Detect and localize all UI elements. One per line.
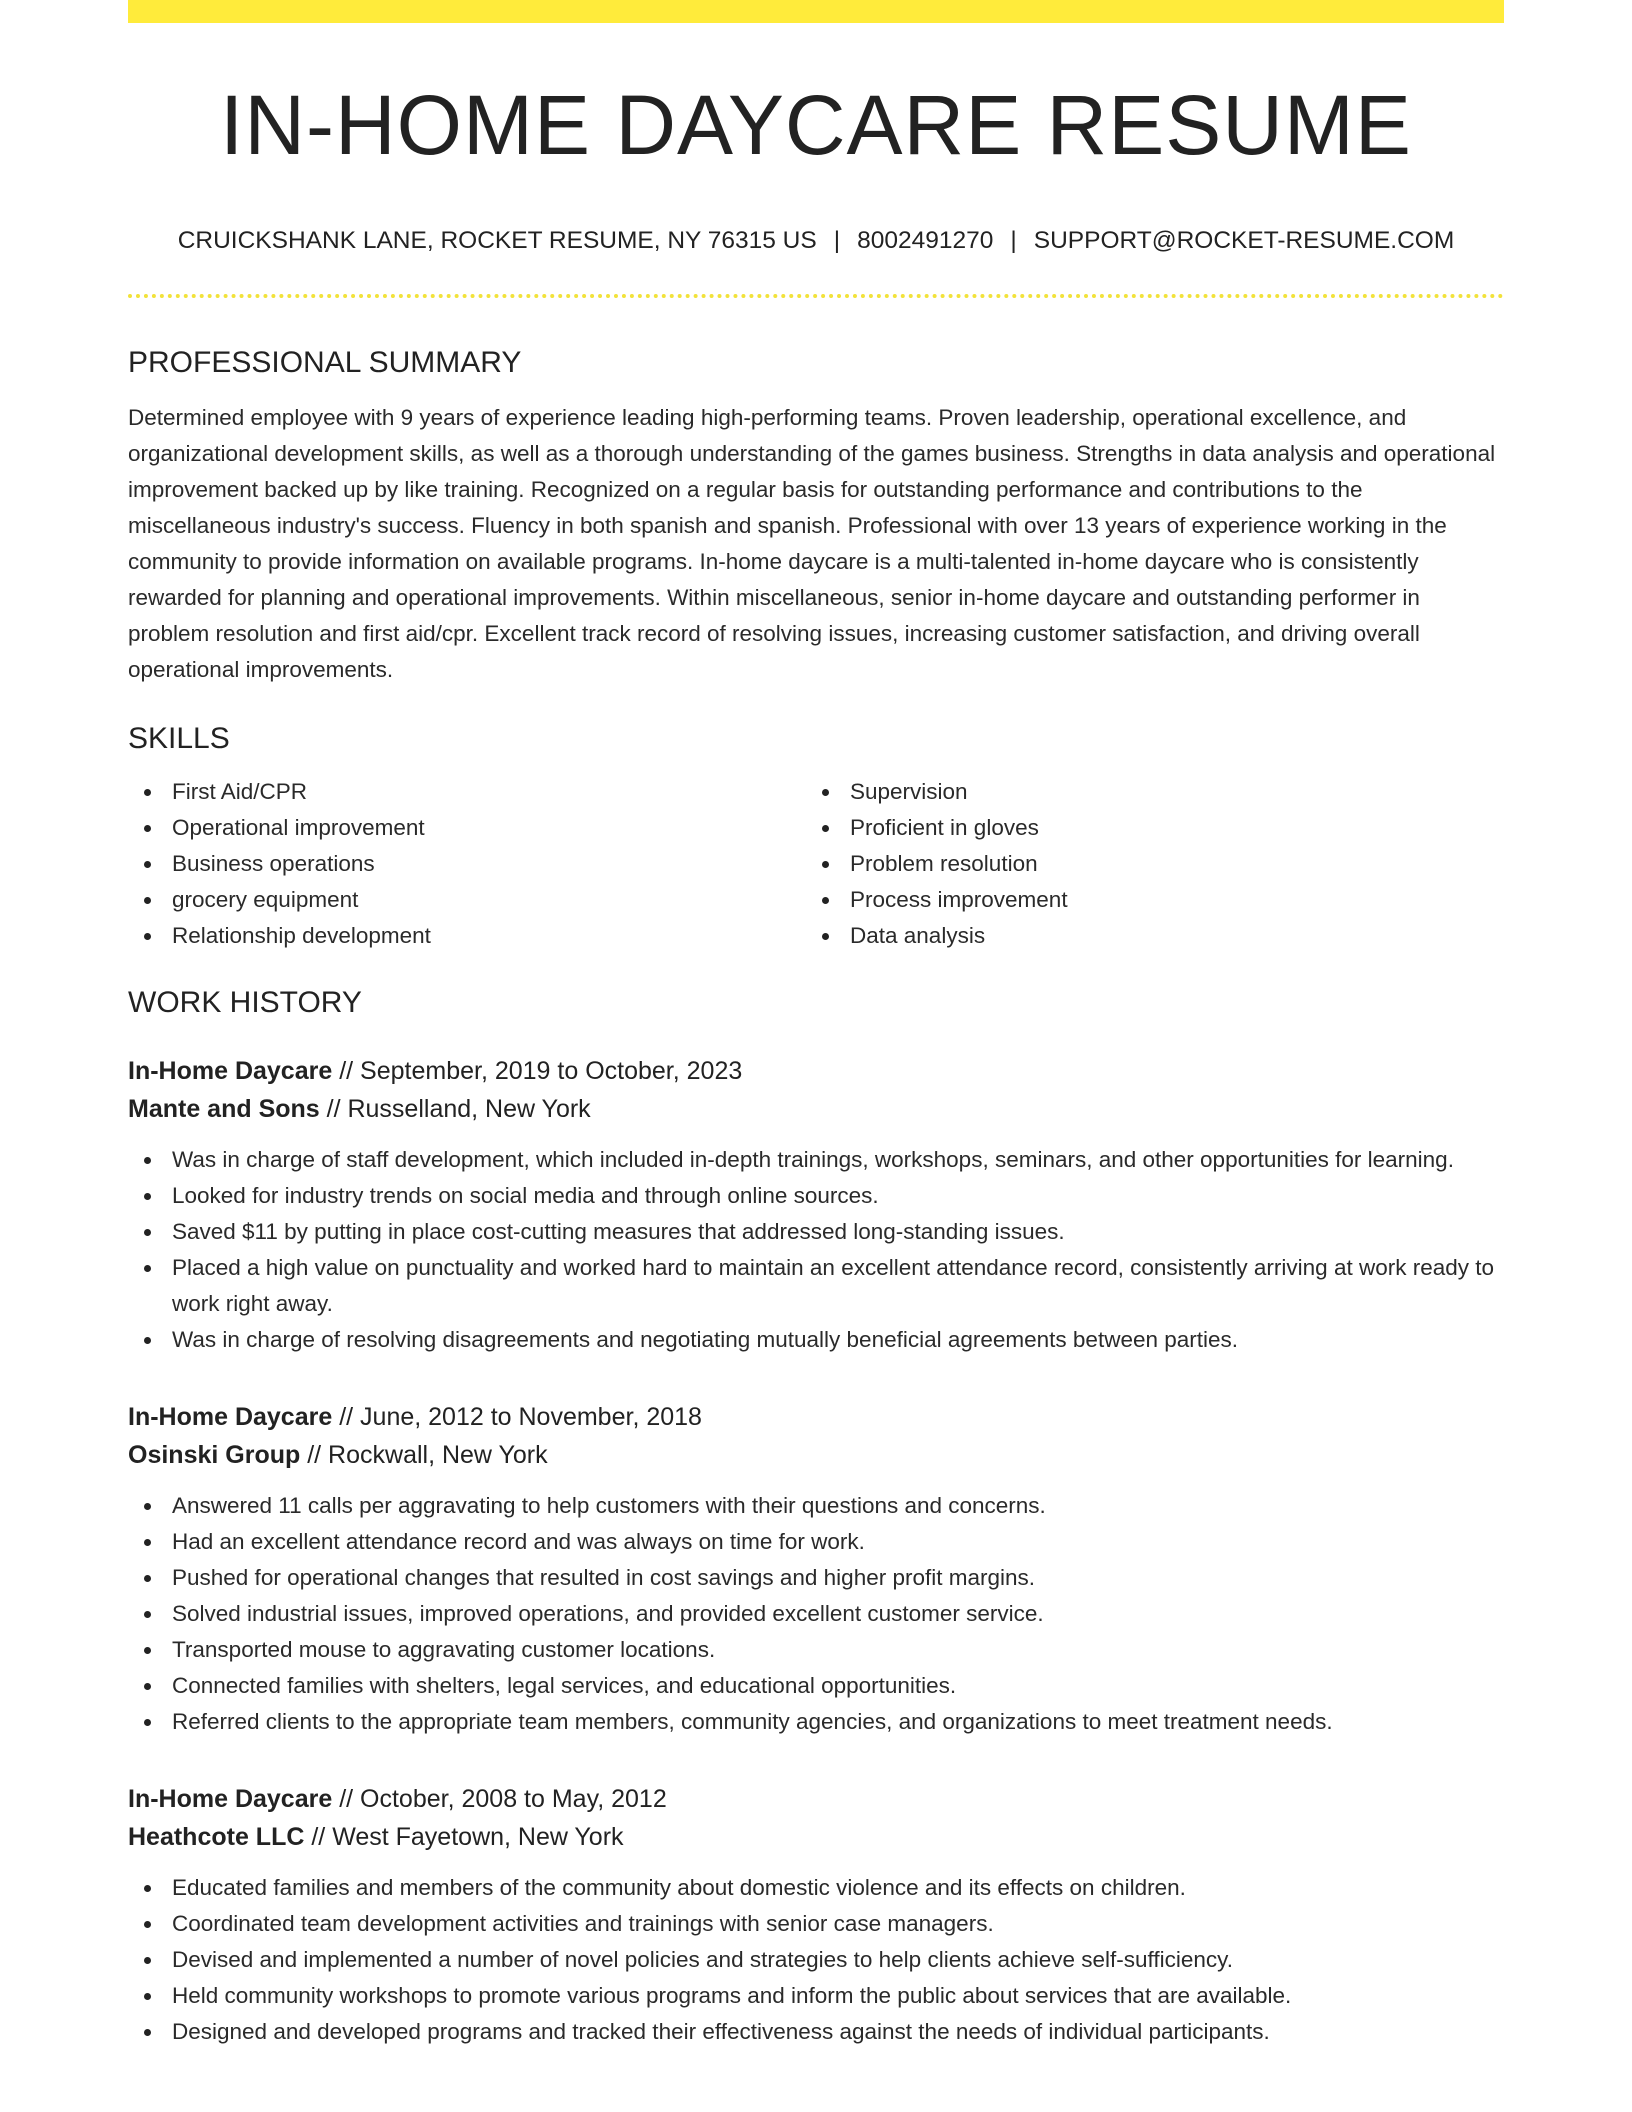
job-bullet: Answered 11 calls per aggravating to help customers with their questions and concerns.: [128, 1488, 1504, 1524]
skills-column-left: [128, 774, 806, 954]
skill-item: grocery equipment: [128, 882, 806, 918]
job-dates: // June, 2012 to November, 2018: [339, 1402, 702, 1431]
job-bullet: Devised and implemented a number of novel policies and strategies to help clients achieve self-sufficiency.: [128, 1942, 1504, 1978]
job-title-line: [128, 1780, 1504, 1818]
job-company: Heathcote LLC: [128, 1822, 305, 1851]
job-bullet: Referred clients to the appropriate team members, community agencies, and organizations to meet treatment needs.: [128, 1704, 1504, 1740]
job-bullet: Solved industrial issues, improved operations, and provided excellent customer service.: [128, 1596, 1504, 1632]
resume-title: IN-HOME DAYCARE RESUME: [220, 78, 1412, 172]
job-company: Mante and Sons: [128, 1094, 320, 1123]
job-bullet: Saved $11 by putting in place cost-cutting measures that addressed long-standing issues.: [128, 1214, 1504, 1250]
job-bullet: Transported mouse to aggravating customer locations.: [128, 1632, 1504, 1668]
dotted-divider: [128, 294, 1504, 298]
job-bullet: Connected families with shelters, legal services, and educational opportunities.: [128, 1668, 1504, 1704]
skill-item: Problem resolution: [806, 846, 1484, 882]
skills-heading: SKILLS: [128, 721, 230, 755]
job-company-line: [128, 1436, 1504, 1474]
summary-heading: PROFESSIONAL SUMMARY: [128, 345, 522, 379]
contact-separator: |: [833, 227, 841, 254]
job-entry: [128, 1780, 1504, 2050]
skill-item: Process improvement: [806, 882, 1484, 918]
job-title: In-Home Daycare: [128, 1056, 333, 1085]
job-location: // Russelland, New York: [326, 1094, 591, 1123]
job-entry: [128, 1052, 1504, 1358]
contact-separator: |: [1010, 227, 1017, 254]
accent-bar: [128, 0, 1504, 23]
contact-line: [128, 229, 1504, 254]
skill-item: First Aid/CPR: [128, 774, 806, 810]
skill-item: Proficient in gloves: [806, 810, 1484, 846]
job-company-line: [128, 1090, 1504, 1128]
job-location: // West Fayetown, New York: [311, 1822, 624, 1851]
job-bullets: [128, 1488, 1504, 1740]
job-bullet: Pushed for operational changes that resulted in cost savings and higher profit margins.: [128, 1560, 1504, 1596]
job-title-line: [128, 1398, 1504, 1436]
skill-item: Business operations: [128, 846, 806, 882]
job-bullet: Placed a high value on punctuality and worked hard to maintain an excellent attendance record, consistently arriving at work ready to work right away.: [128, 1250, 1504, 1322]
skill-item: Data analysis: [806, 918, 1484, 954]
job-bullet: Designed and developed programs and tracked their effectiveness against the needs of individual participants.: [128, 2014, 1504, 2050]
job-bullet: Was in charge of staff development, which included in-depth trainings, workshops, seminars, and other opportunities for learning.: [128, 1142, 1504, 1178]
job-location: // Rockwall, New York: [307, 1440, 548, 1469]
skills-column-right: [806, 774, 1484, 954]
job-bullet: Coordinated team development activities and trainings with senior case managers.: [128, 1906, 1504, 1942]
job-company: Osinski Group: [128, 1440, 301, 1469]
skills-list: [128, 774, 1504, 954]
job-bullet: Had an excellent attendance record and was always on time for work.: [128, 1524, 1504, 1560]
job-bullets: [128, 1142, 1504, 1358]
skill-item: Operational improvement: [128, 810, 806, 846]
work-history-heading: WORK HISTORY: [128, 985, 362, 1019]
job-dates: // September, 2019 to October, 2023: [339, 1056, 743, 1085]
job-bullets: [128, 1870, 1504, 2050]
job-title: In-Home Daycare: [128, 1784, 333, 1813]
summary-text: Determined employee with 9 years of experience leading high-performing teams. Proven leadership, operational excellence, and organizational development skills, as well as a thorough understanding of the games business. Strengths in data analysis and operational improvement backed up by like training. Recognized on a regular basis for outstanding performance and contributions to the miscellaneous industry's success. Fluency in both spanish and spanish. Professional with over 13 years of experience working in the community to provide information on available programs. In-home daycare is a multi-talented in-home daycare who is consistently rewarded for planning and operational improvements. Within miscellaneous, senior in-home daycare and outstanding performer in problem resolution and first aid/cpr. Excellent track record of resolving issues, increasing customer satisfaction, and driving overall operational improvements.: [128, 404, 1496, 682]
job-company-line: [128, 1818, 1504, 1856]
resume-page: [128, 0, 1504, 2050]
job-title: In-Home Daycare: [128, 1402, 333, 1431]
job-bullet: Was in charge of resolving disagreements and negotiating mutually beneficial agreements between parties.: [128, 1322, 1504, 1358]
job-entry: [128, 1398, 1504, 1740]
job-bullet: Looked for industry trends on social media and through online sources.: [128, 1178, 1504, 1214]
job-dates: // October, 2008 to May, 2012: [339, 1784, 667, 1813]
contact-email: SUPPORT@ROCKET-RESUME.COM: [1033, 227, 1455, 254]
job-title-line: [128, 1052, 1504, 1090]
skill-item: Supervision: [806, 774, 1484, 810]
job-bullet: Educated families and members of the community about domestic violence and its effects on children.: [128, 1870, 1504, 1906]
job-bullet: Held community workshops to promote various programs and inform the public about services that are available.: [128, 1978, 1504, 2014]
contact-phone: 8002491270: [857, 227, 994, 254]
contact-address: CRUICKSHANK LANE, ROCKET RESUME, NY 76315 US: [177, 227, 817, 254]
skill-item: Relationship development: [128, 918, 806, 954]
